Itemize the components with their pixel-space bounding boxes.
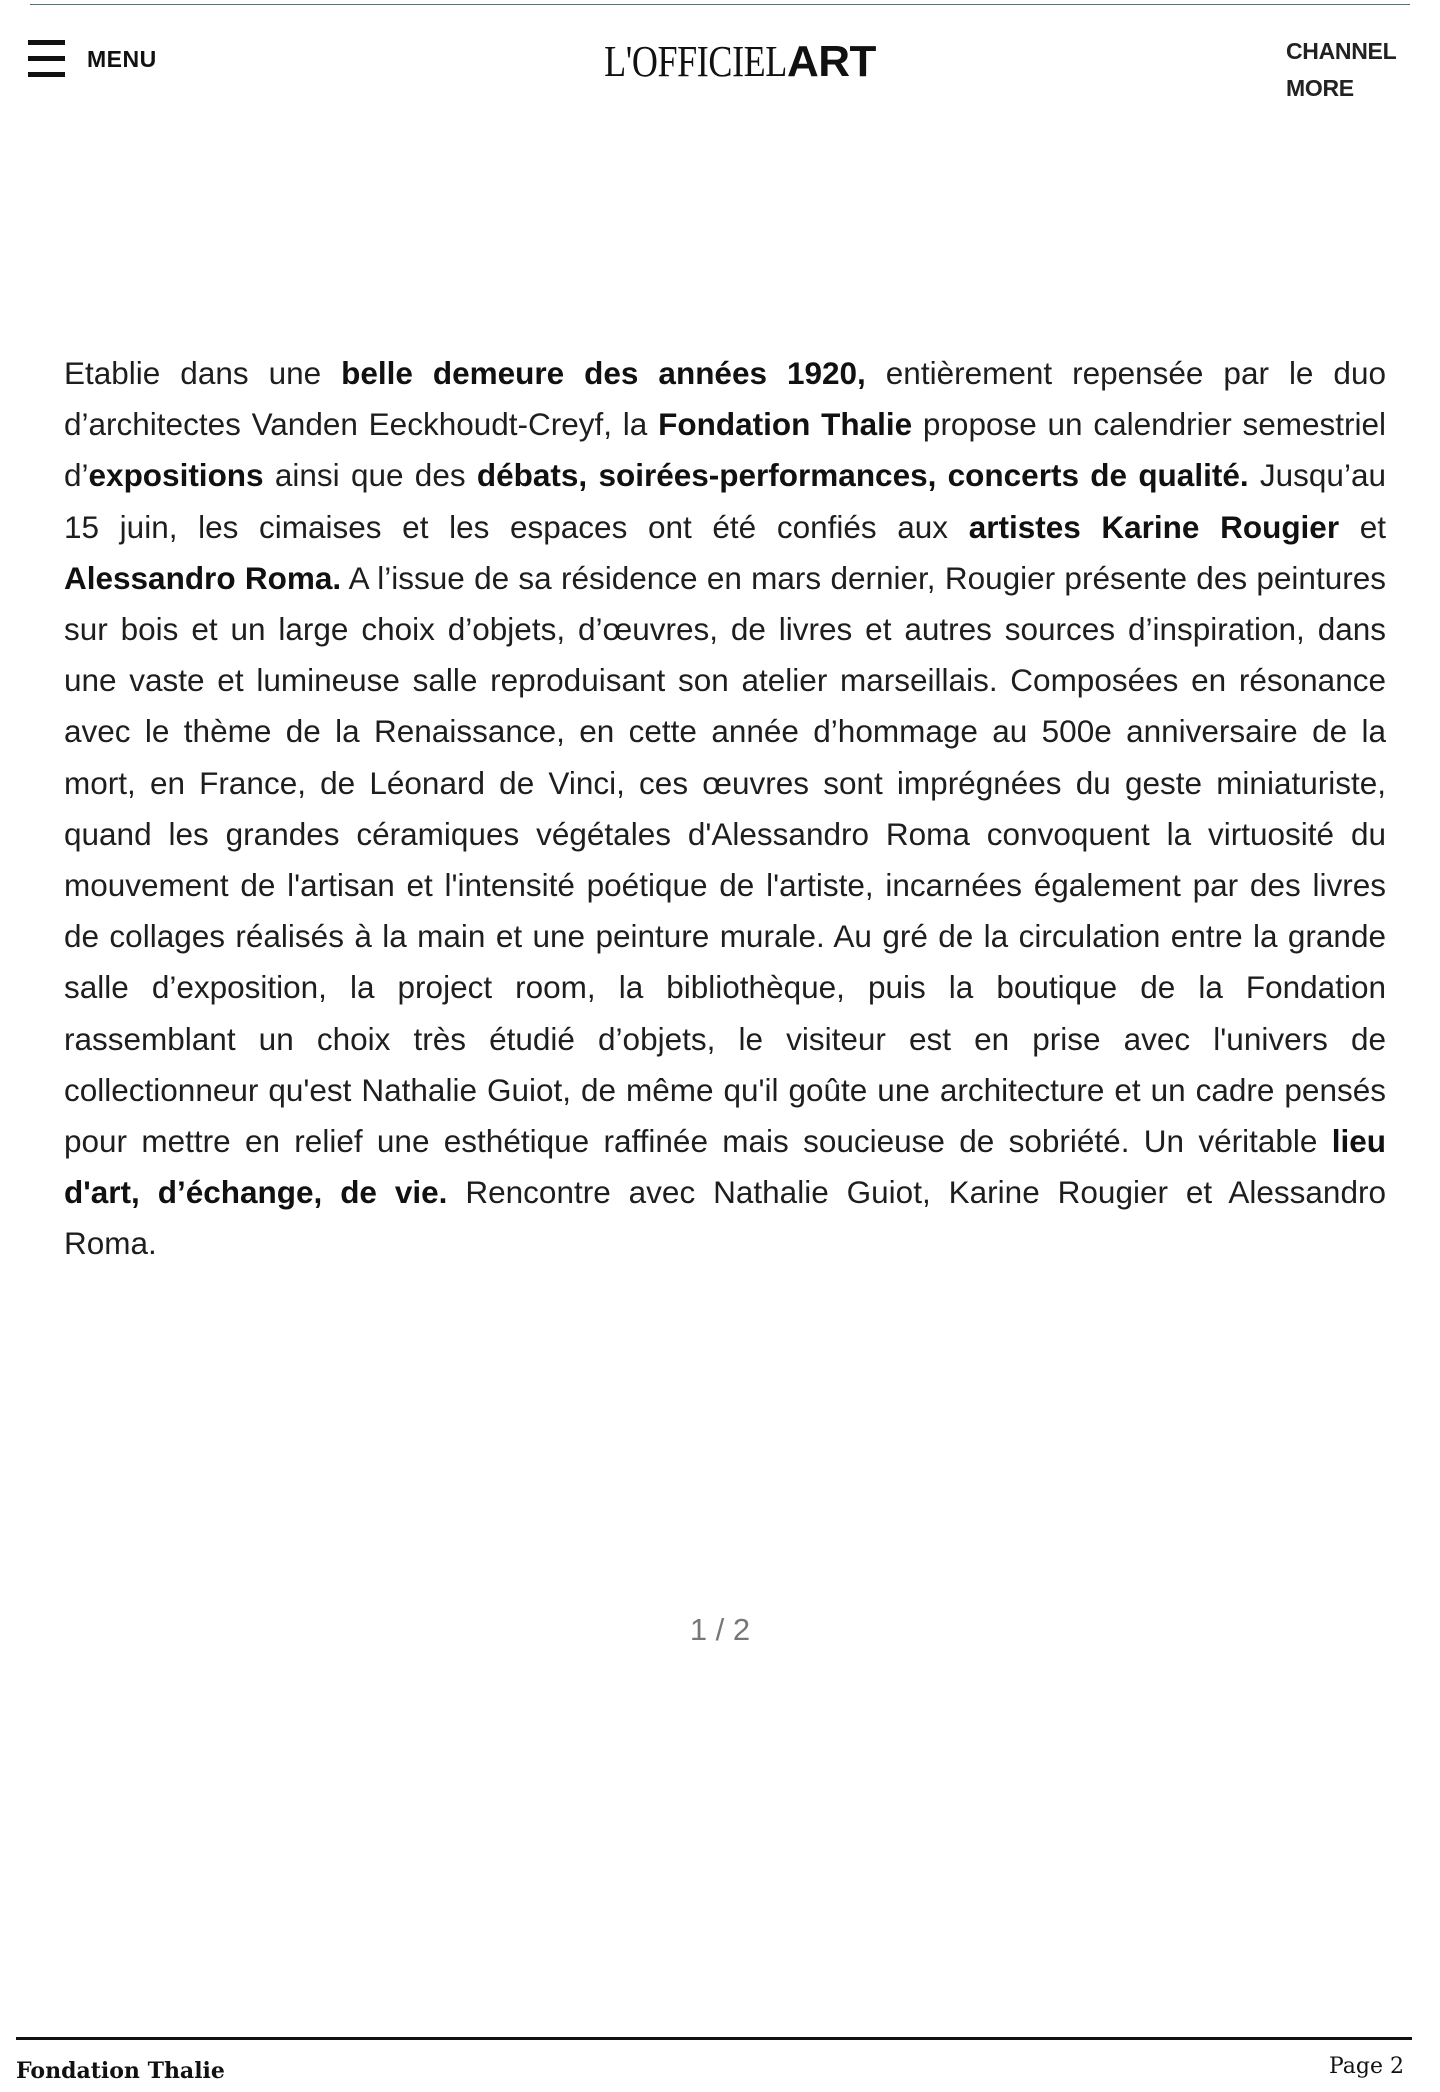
article-bold-run: Fondation Thalie bbox=[658, 406, 913, 443]
top-divider bbox=[30, 4, 1410, 5]
article-text-run: A l’issue de sa résidence en mars dernier, Rougier présente des peintures sur bois et un large choix d’objets, d’œuvres, de livres et autres sources d’inspiration, dans une vaste et lumineuse salle reproduisant son atelier marseillais. Composées en résonance avec le thème de la Renaissance, en cette année d’hommage au 500e anniversaire de la mort, en France, de Léonard de Vinci, ces œuvres sont imprégnées du geste miniaturiste, quand les grandes céramiques végétales d'Alessandro Roma convoquent la virtuosité du mouvement de l'artisan et l'intensité poétique de l'artiste, incarnées également par des livres de collages réalisés à la main et une peinture murale. Au gré de la circulation entre la grande salle d’exposition, la project room, la bibliothèque, puis la boutique de la Fondation rassemblant un choix très étudié d’objets, le visiteur est en prise avec l'univers de collectionneur qu'est Nathalie Guiot, de même qu'il goûte une architecture et un cadre pensés pour mettre en relief une esthétique raffinée mais soucieuse de sobriété. Un véritable bbox=[64, 559, 1386, 1160]
footer-divider bbox=[16, 2037, 1412, 2040]
footer-title: Fondation Thalie bbox=[16, 2058, 225, 2084]
more-label: MORE bbox=[1286, 75, 1354, 101]
article-body bbox=[64, 348, 1386, 1270]
channel-more-link[interactable] bbox=[1286, 33, 1396, 107]
article-bold-run: lieu d'art, d’échange, de vie. bbox=[64, 1123, 1386, 1211]
article-text-run: entièrement repensée par le duo d’architectes Vanden Eeckhoudt-Creyf, la bbox=[64, 355, 1386, 443]
article-bold-run: Alessandro Roma. bbox=[64, 559, 342, 596]
article-bold-run: débats, soirées-performances, concerts de qualité. bbox=[476, 457, 1249, 494]
logo-bold-part: ART bbox=[787, 37, 876, 86]
article-text-run: Etablie dans une bbox=[64, 355, 342, 391]
site-logo[interactable] bbox=[0, 36, 1440, 87]
logo-serif-part: L'OFFICIEL bbox=[604, 37, 787, 86]
menu-label: MENU bbox=[87, 45, 157, 72]
article-text-run: ainsi que des bbox=[263, 457, 477, 494]
article-text-run: Rencontre avec Nathalie Guiot, Karine Rougier et Alessandro Roma. bbox=[64, 1174, 1386, 1262]
article-text-run: propose un calendrier semestriel d’ bbox=[64, 406, 1386, 494]
pagination-indicator: 1 / 2 bbox=[689, 1612, 751, 1647]
footer-page-number: Page 2 bbox=[1328, 2054, 1404, 2079]
article-bold-run: expositions bbox=[88, 457, 264, 494]
channel-label: CHANNEL bbox=[1286, 38, 1397, 64]
article-bold-run: artistes Karine Rougier bbox=[968, 508, 1340, 545]
article-text-run: et bbox=[1339, 508, 1387, 545]
article-text-run: Jusqu’au 15 juin, les cimaises et les espaces ont été confiés aux bbox=[64, 457, 1386, 545]
article-bold-run: belle demeure des années 1920, bbox=[341, 355, 866, 391]
